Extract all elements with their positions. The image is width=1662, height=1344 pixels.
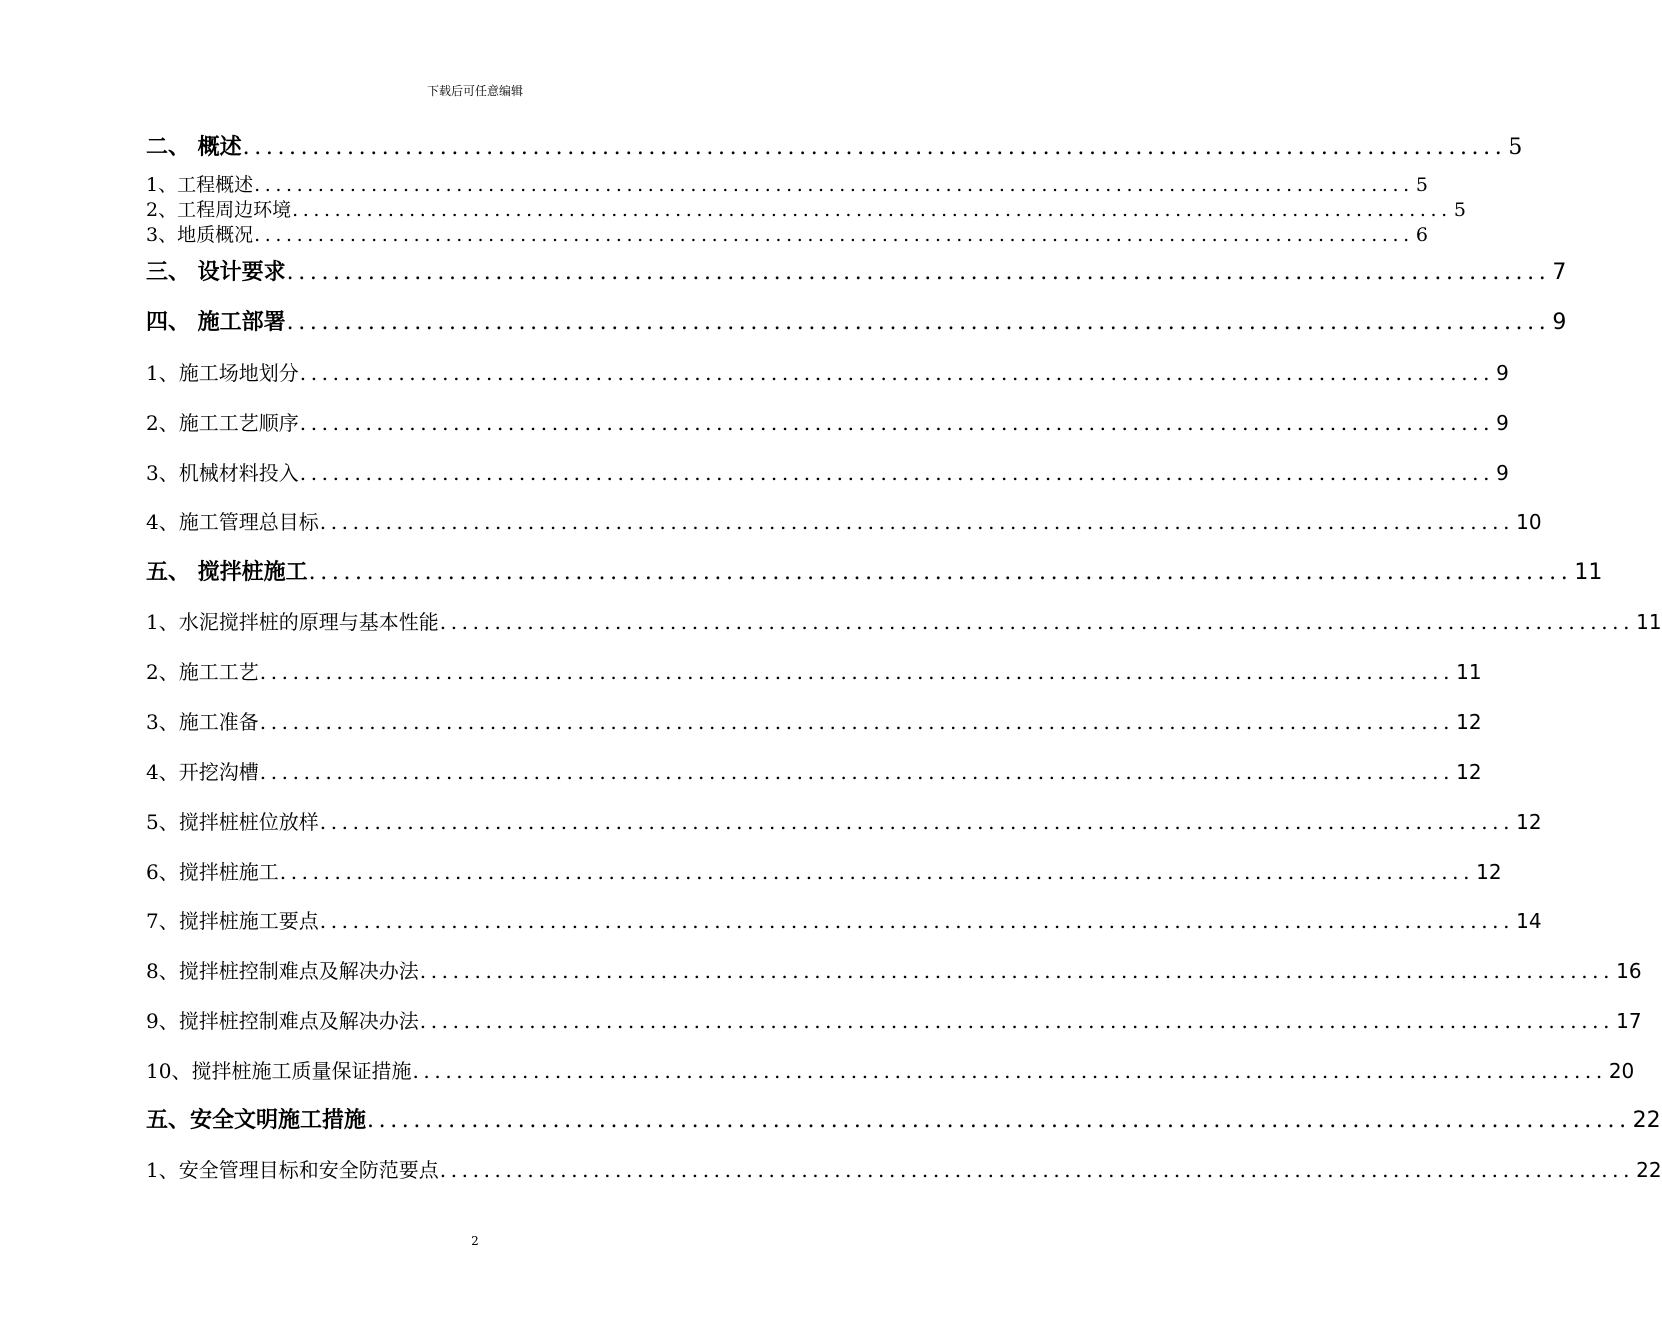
toc-entry-label: 5、搅拌桩桩位放样	[146, 810, 319, 834]
dot-leader: .............................................................................................................	[254, 224, 1414, 246]
toc-entry[interactable]	[146, 610, 1662, 634]
toc-entry-label: 3、施工准备	[146, 710, 259, 734]
toc-entry-label: 二、 概述	[146, 135, 242, 160]
toc-entry-label: 10、搅拌桩施工质量保证措施	[146, 1059, 412, 1083]
dot-leader: .............................................................................................................	[299, 461, 1495, 485]
toc-entry-page: 9	[1552, 310, 1567, 335]
dot-leader: .............................................................................................................	[299, 361, 1495, 385]
dot-leader: .............................................................................................................	[308, 560, 1573, 585]
dot-leader: .............................................................................................................	[412, 1059, 1607, 1083]
toc-entry-label: 五、 搅拌桩施工	[146, 560, 308, 585]
dot-leader: .............................................................................................................	[299, 411, 1495, 435]
toc-entry[interactable]	[146, 411, 1509, 435]
dot-leader: .............................................................................................................	[259, 660, 1455, 684]
toc-entry[interactable]	[146, 310, 1567, 335]
toc-entry-label: 1、工程概述	[146, 174, 254, 196]
toc-entry-page: 9	[1496, 361, 1509, 385]
toc-entry-label: 3、机械材料投入	[146, 461, 299, 485]
dot-leader: .............................................................................................................	[419, 1009, 1615, 1033]
toc-entry-label: 2、施工工艺	[146, 660, 259, 684]
toc-entry-label: 3、地质概况	[146, 224, 254, 246]
toc-entry[interactable]	[146, 361, 1509, 385]
dot-leader: .............................................................................................................	[419, 959, 1615, 983]
toc-entry[interactable]	[146, 461, 1509, 485]
toc-entry-label: 四、 施工部署	[146, 310, 286, 335]
toc-entry[interactable]	[146, 1009, 1642, 1033]
dot-leader: .............................................................................................................	[367, 1108, 1631, 1133]
toc-entry[interactable]	[146, 660, 1482, 684]
dot-leader: .............................................................................................................	[279, 860, 1475, 884]
toc-entry-page: 5	[1415, 174, 1428, 196]
toc-entry[interactable]	[146, 909, 1542, 933]
toc-entry[interactable]	[146, 810, 1542, 834]
toc-entry-page: 17	[1616, 1009, 1642, 1033]
toc-entry-label: 1、施工场地划分	[146, 361, 299, 385]
dot-leader: .............................................................................................................	[286, 260, 1551, 285]
toc-entry-page: 7	[1552, 260, 1567, 285]
toc-entry-page: 5	[1508, 135, 1523, 160]
page-header-note: 下载后可任意编辑	[426, 84, 523, 98]
toc-entry-label: 三、 设计要求	[146, 260, 286, 285]
toc-entry-page: 22	[1632, 1108, 1661, 1133]
page-number: 2	[471, 1234, 479, 1248]
dot-leader: .............................................................................................................	[286, 310, 1551, 335]
toc-entry[interactable]	[146, 135, 1523, 160]
dot-leader: .............................................................................................................	[259, 710, 1455, 734]
toc-entry-page: 5	[1453, 199, 1466, 221]
toc-entry-page: 12	[1516, 810, 1542, 834]
dot-leader: .............................................................................................................	[292, 199, 1452, 221]
toc-entry-page: 12	[1476, 860, 1502, 884]
toc-entry[interactable]	[146, 1158, 1662, 1182]
toc-entry-page: 9	[1496, 411, 1509, 435]
toc-entry-label: 6、搅拌桩施工	[146, 860, 279, 884]
toc-entry-label: 2、施工工艺顺序	[146, 411, 299, 435]
toc-entry-page: 22	[1636, 1158, 1662, 1182]
toc-entry[interactable]	[146, 860, 1502, 884]
toc-entry-page: 14	[1516, 909, 1542, 933]
toc-entry[interactable]	[146, 710, 1482, 734]
toc-entry-label: 1、安全管理目标和安全防范要点	[146, 1158, 439, 1182]
toc-entry-page: 16	[1616, 959, 1642, 983]
toc-entry-label: 1、水泥搅拌桩的原理与基本性能	[146, 610, 439, 634]
toc-entry-page: 11	[1636, 610, 1662, 634]
toc-entry-label: 2、工程周边环境	[146, 199, 292, 221]
dot-leader: .............................................................................................................	[439, 610, 1635, 634]
dot-leader: .............................................................................................................	[254, 174, 1414, 196]
toc-entry[interactable]	[146, 1108, 1661, 1133]
toc-entry[interactable]	[146, 224, 1428, 246]
toc-entry-page: 9	[1496, 461, 1509, 485]
toc-entry-label: 9、搅拌桩控制难点及解决办法	[146, 1009, 419, 1033]
toc-entry-page: 10	[1516, 510, 1542, 534]
toc-entry-label: 7、搅拌桩施工要点	[146, 909, 319, 933]
dot-leader: .............................................................................................................	[242, 135, 1507, 160]
toc-entry-page: 6	[1415, 224, 1428, 246]
dot-leader: .............................................................................................................	[319, 810, 1515, 834]
toc-entry[interactable]	[146, 510, 1542, 534]
dot-leader: .............................................................................................................	[319, 510, 1515, 534]
toc-entry[interactable]	[146, 760, 1482, 784]
toc-entry-page: 12	[1456, 710, 1482, 734]
dot-leader: .............................................................................................................	[319, 909, 1515, 933]
toc-entry-label: 4、施工管理总目标	[146, 510, 319, 534]
toc-entry[interactable]	[146, 1059, 1635, 1083]
toc-entry-page: 11	[1456, 660, 1482, 684]
toc-entry-page: 20	[1608, 1059, 1635, 1083]
toc-entry-label: 8、搅拌桩控制难点及解决办法	[146, 959, 419, 983]
toc-entry[interactable]	[146, 199, 1466, 221]
toc-entry-page: 12	[1456, 760, 1482, 784]
dot-leader: .............................................................................................................	[439, 1158, 1635, 1182]
toc-entry[interactable]	[146, 959, 1642, 983]
dot-leader: .............................................................................................................	[259, 760, 1455, 784]
toc-entry-label: 五、安全文明施工措施	[146, 1108, 367, 1133]
toc-entry-label: 4、开挖沟槽	[146, 760, 259, 784]
toc-entry[interactable]	[146, 174, 1428, 196]
toc-entry-page: 11	[1574, 560, 1603, 585]
toc-entry[interactable]	[146, 260, 1567, 285]
toc-entry[interactable]	[146, 560, 1603, 585]
